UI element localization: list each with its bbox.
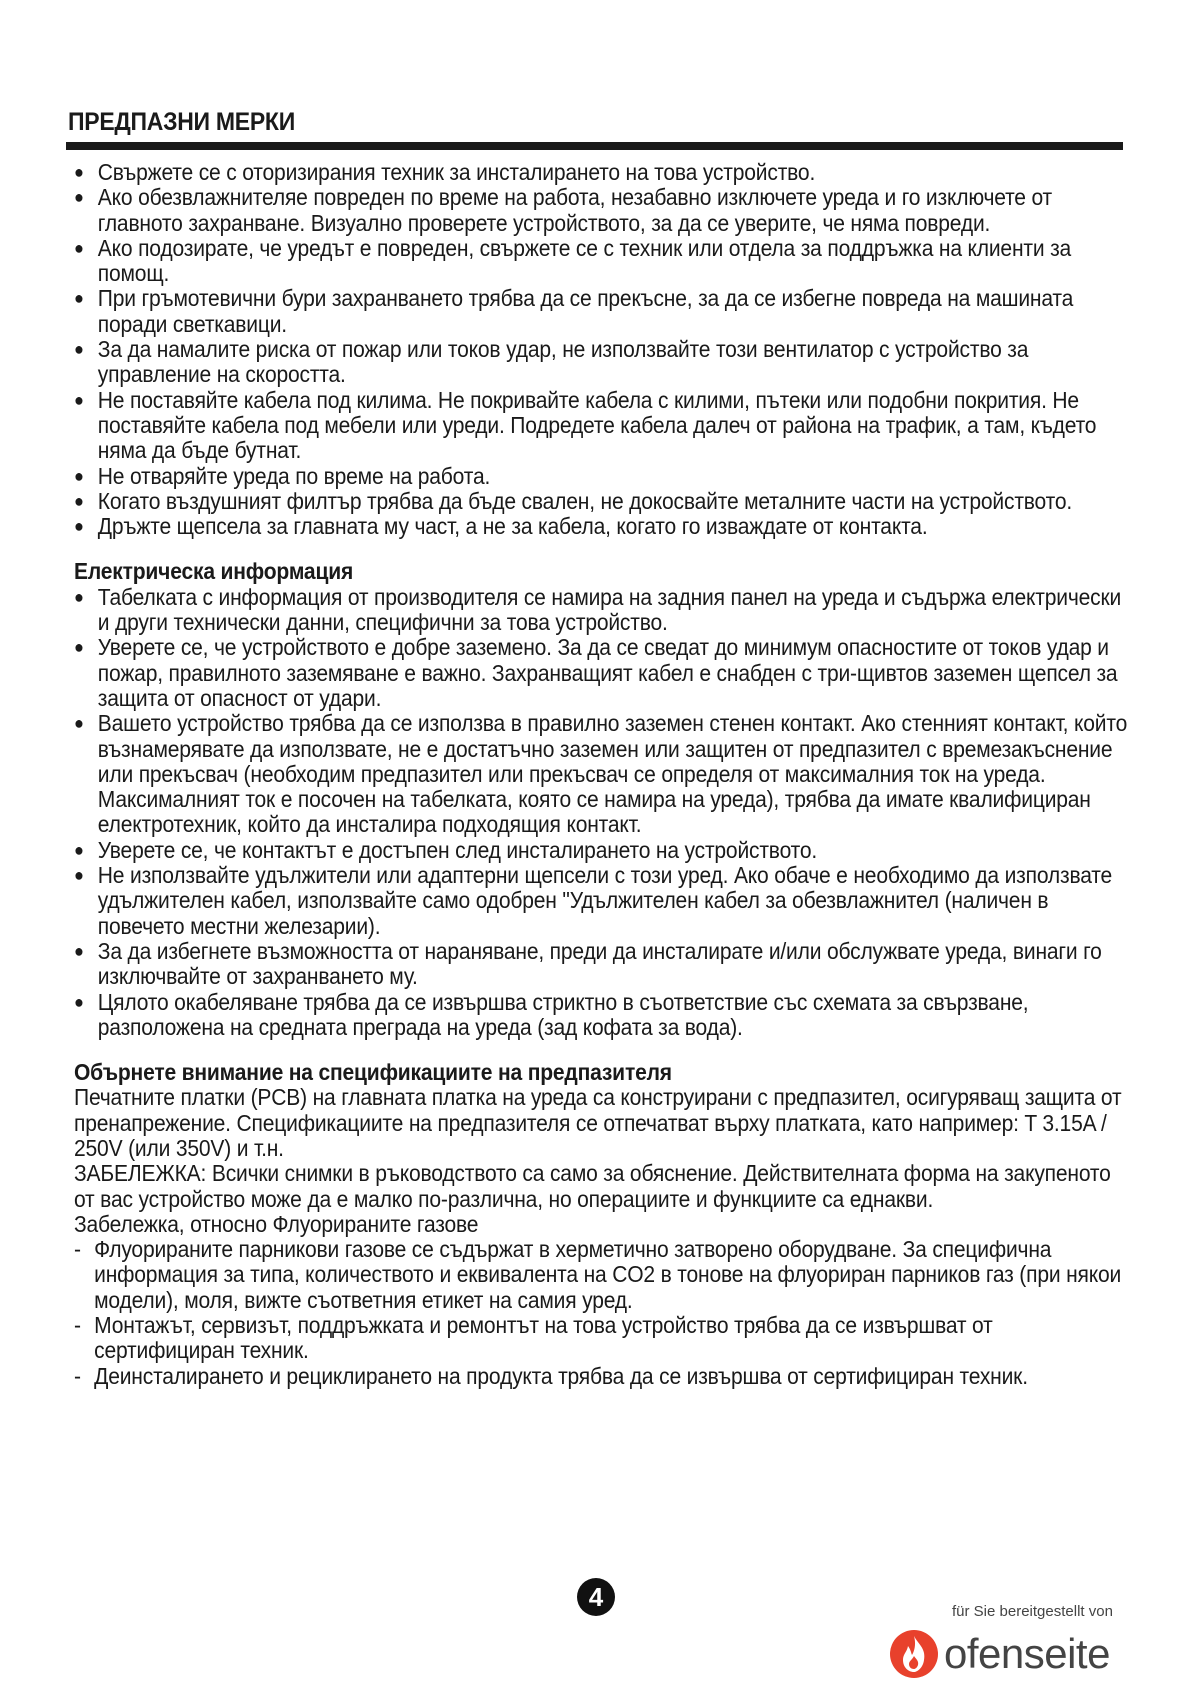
list-item: ● Дръжте щепсела за главната му част, а не за кабела, когато го изваждате от контакта.: [74, 514, 1134, 539]
list-item: ● За да избегнете възможността от нараняване, преди да инсталирате и/или обслужвате уреда, винаги го изключвайте от захранването му.: [74, 939, 1134, 990]
list-item: ● Свържете се с оторизирания техник за инсталирането на това устройство.: [74, 160, 1134, 185]
electrical-heading: Електрическа информация: [74, 558, 354, 585]
provided-by-text: für Sie bereitgestellt von: [952, 1603, 1113, 1620]
list-item: ● Цялото окабеляване трябва да се извършва стриктно в съответствие със схемата за свързване, разположена на средната преграда на уреда (зад кофата за вода).: [74, 990, 1134, 1041]
list-item: ● Не поставяйте кабела под килима. Не покривайте кабела с килими, пътеки или подобни покрития. Не поставяйте кабела под мебели или уреди. Подредете кабела далеч от района на трафик, а там, където няма да бъде бутнат.: [74, 388, 1134, 464]
list-item: ● Не използвайте удължители или адаптерни щепсели с този уред. Ако обаче е необходимо да използвате удължителен кабел, използвайте само одобрен "Удължителен кабел за обезвлажнител (наличен в повечето местни железарии).: [74, 863, 1134, 939]
fuse-heading: Обърнете внимание на спецификациите на предпазителя: [74, 1059, 672, 1086]
list-item: ● При гръмотевични бури захранването трябва да се прекъсне, за да се избегне повреда на машината поради светкавици.: [74, 286, 1134, 337]
list-item: ● Ако обезвлажнителяе повреден по време на работа, незабавно изключете уреда и го изключете от главното захранване. Визуално проверете устройството, за да се уверите, че няма повреди.: [74, 185, 1134, 236]
list-item: ● Вашето устройство трябва да се използва в правилно заземен стенен контакт. Ако стенният контакт, който възнамерявате да използвате, не е достатъчно заземен или защитен от предпазител с времезакъснение или прекъсвач (необходим предпазител или прекъсвач се определя от максималния ток на уреда. Максималният ток е посочен на табелката, която се намира на уреда), трябва да имате квалифициран електротехник, който да инсталира подходящия контакт.: [74, 711, 1134, 837]
list-item: ● Не отваряйте уреда по време на работа.: [74, 464, 1134, 489]
list-item: ● Уверете се, че устройството е добре заземено. За да се сведат до минимум опасностите от токов удар и пожар, правилното заземяване е важно. Захранващият кабел е снабден с три-щивтов заземен щепсел за защита от опасност от удари.: [74, 635, 1134, 711]
safety-list: [74, 160, 1134, 539]
page-number: 4: [577, 1578, 615, 1616]
list-item: - Деинсталирането и рециклирането на продукта трябва да се извършва от сертифициран техник.: [74, 1364, 1134, 1389]
fuse-paragraph: Печатните платки (PCB) на главната платка на уреда са конструирани с предпазител, осигуряващ защита от пренапрежение. Спецификациите на предпазителя се отпечатват върху платката, като например: T 3.15A / 250V (или 350V) и т.н.: [74, 1084, 1122, 1161]
list-item: - Монтажът, сервизът, поддръжката и ремонтът на това устройство трябва да се извършват от сертифициран техник.: [74, 1313, 1134, 1364]
ofenseite-logo[interactable]: [888, 1630, 1110, 1678]
list-item: - Флуорираните парникови газове се съдържат в херметично затворено оборудване. За специфична информация за типа, количеството и еквивалента на CO2 в тонове на флуориран парников газ (при някои модели), моля, вижте съответния етикет на самия уред.: [74, 1237, 1134, 1313]
list-item: ● За да намалите риска от пожар или токов удар, не използвайте този вентилатор с устройство за управление на скоростта.: [74, 337, 1134, 388]
electrical-list: [74, 585, 1134, 1040]
fluor-title: Забележка, относно Флуорираните газове: [74, 1210, 479, 1237]
flame-logo-icon: [888, 1628, 940, 1680]
title-divider: [66, 142, 1123, 150]
note-paragraph: ЗАБЕЛЕЖКА: Всички снимки в ръководството са само за обяснение. Действителната форма на закупеното от вас устройство може да е малко по-различна, но операциите и функциите са еднакви.: [74, 1160, 1111, 1212]
brand-name: ofenseite: [944, 1630, 1110, 1677]
list-item: ● Уверете се, че контактът е достъпен след инсталирането на устройството.: [74, 838, 1134, 863]
list-item: ● Табелката с информация от производителя се намира на задния панел на уреда и съдържа електрически и други технически данни, специфични за това устройство.: [74, 585, 1134, 636]
fluor-list: [74, 1237, 1134, 1389]
list-item: ● Ако подозирате, че уредът е повреден, свържете се с техник или отдела за поддръжка на клиенти за помощ.: [74, 236, 1134, 287]
list-item: ● Когато въздушният филтър трябва да бъде свален, не докосвайте металните части на устройството.: [74, 489, 1134, 514]
page-content: [74, 160, 1134, 1389]
page-title: ПРЕДПАЗНИ МЕРКИ: [68, 108, 295, 136]
